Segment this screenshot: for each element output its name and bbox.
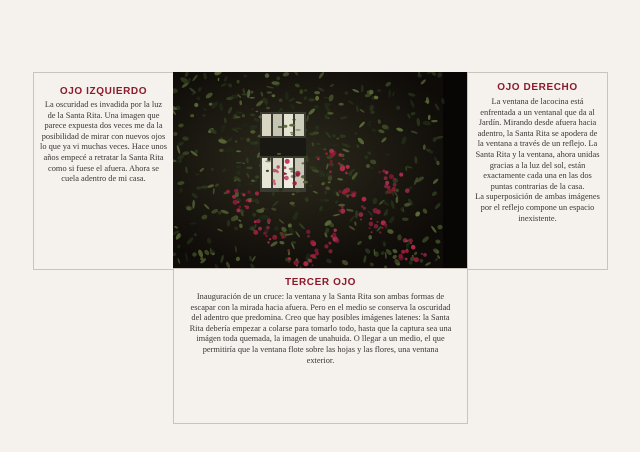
right-eye-panel — [467, 72, 608, 270]
right-eye-title: OJO DERECHO — [497, 82, 578, 93]
left-eye-panel — [33, 72, 174, 270]
window-frame — [260, 112, 306, 192]
window-bougainvillea-photo — [173, 72, 468, 269]
third-eye-panel — [173, 268, 468, 424]
right-eye-text: La ventana de lacocina está enfrentada a un ventanal que da al Jardín. Mirando desde afuera hacia adentro, la Santa Rita se apodera de la ventana a través de un reflejo. La Santa Rita y la ventana, ahora unidas gracias a la luz del sol, están exactamente cada una en las dos puntas contrarias de la casa. La superposición de ambas imágenes por el reflejo compone un espacio inexistente. — [475, 97, 600, 223]
left-eye-title: OJO IZQUIERDO — [59, 86, 148, 97]
left-eye-text: La oscuridad es invadida por la luz de la Santa Rita. Una imagen que parece expuesta dos veces me da la posibilidad de mirar con nuevos ojos lo que ya vi muchas veces. Hace unos años empecé a retratar la Santa Rita como si fuese el afuera. Ahora se cuela adentro de mi casa. — [40, 100, 167, 184]
third-eye-title: TERCER OJO — [284, 277, 356, 288]
third-eye-text: Inauguración de un cruce: la ventana y la Santa Rita son ambas formas de escapar con la mirada hacia afuera. Pero en el medio se conserva la oscuridad del adentro que predomina. Creo que hay posibles imágenes latenes: la Santa Rita debería empezar a colarse para tomarlo todo, hasta que la captura sea una imágen toda quemada, la imagen de unahuida. O llegar a un medio, el que permitiría que la ventana flote sobre las hojas y las flores, una ventana exterior. — [189, 292, 452, 365]
